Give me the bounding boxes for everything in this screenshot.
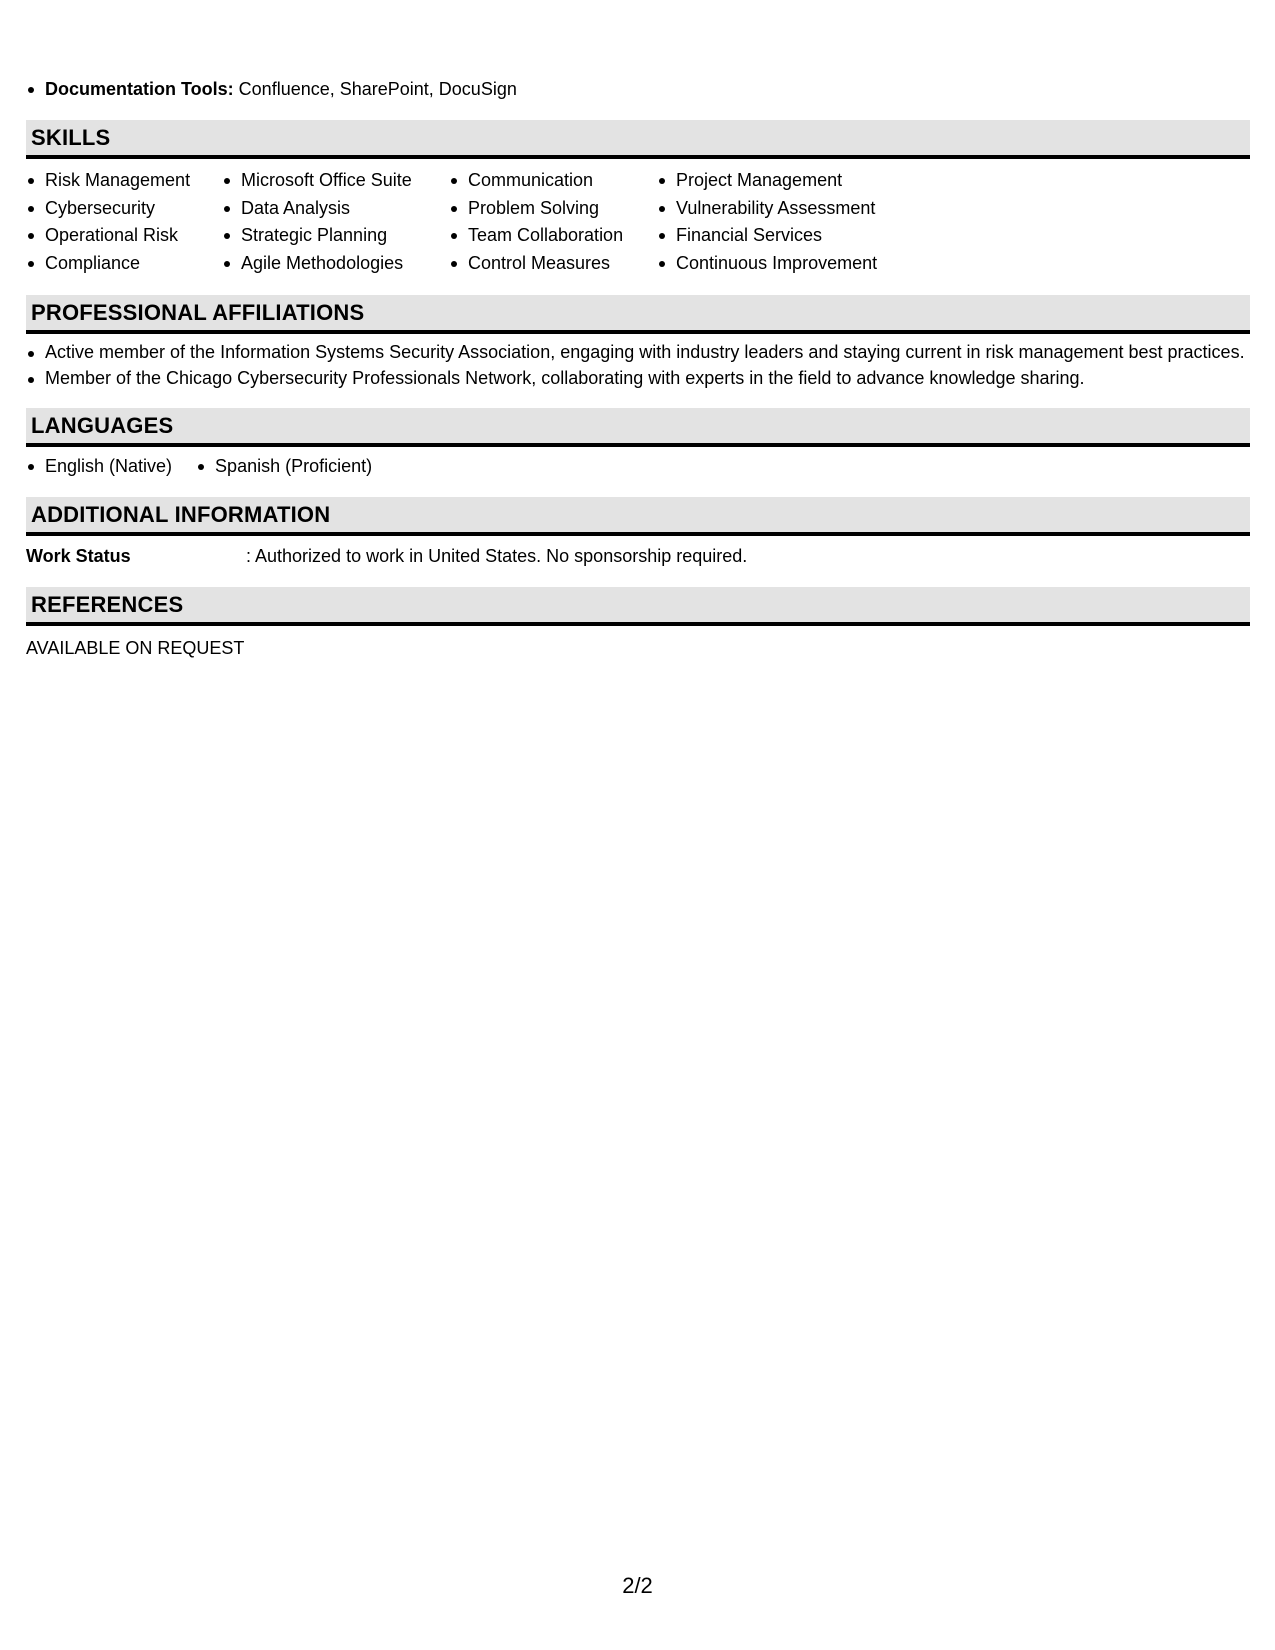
references-text: AVAILABLE ON REQUEST bbox=[26, 638, 245, 658]
language-item: English (Native) bbox=[26, 453, 172, 479]
work-status-label: Work Status bbox=[26, 546, 131, 566]
skill-item: Agile Methodologies bbox=[222, 250, 449, 278]
skill-item: Continuous Improvement bbox=[657, 250, 917, 278]
work-status-row bbox=[26, 542, 1250, 569]
affiliations-header bbox=[26, 295, 1250, 334]
skills-section bbox=[26, 120, 1250, 277]
skill-item: Compliance bbox=[26, 250, 222, 278]
tools-list bbox=[26, 76, 1250, 102]
references-header bbox=[26, 587, 1250, 626]
page-number: 2/2 bbox=[622, 1573, 653, 1598]
skill-item: Vulnerability Assessment bbox=[657, 195, 917, 223]
skill-item: Operational Risk bbox=[26, 222, 222, 250]
skill-item: Data Analysis bbox=[222, 195, 449, 223]
language-item: Spanish (Proficient) bbox=[196, 453, 372, 479]
affiliations-section bbox=[26, 295, 1250, 390]
skill-item: Control Measures bbox=[449, 250, 657, 278]
skills-title: SKILLS bbox=[31, 125, 111, 150]
skill-item: Financial Services bbox=[657, 222, 917, 250]
skill-item: Risk Management bbox=[26, 167, 222, 195]
skills-header bbox=[26, 120, 1250, 159]
documentation-tools-label: Documentation Tools: bbox=[45, 79, 234, 99]
work-status-value: : Authorized to work in United States. No sponsorship required. bbox=[246, 546, 748, 566]
skills-column bbox=[449, 167, 657, 277]
additional-info-section bbox=[26, 497, 1250, 569]
languages-list bbox=[26, 453, 1250, 479]
skill-item: Team Collaboration bbox=[449, 222, 657, 250]
affiliation-item: Member of the Chicago Cybersecurity Professionals Network, collaborating with experts in the field to advance knowledge sharing. bbox=[26, 366, 1250, 391]
references-title: REFERENCES bbox=[31, 592, 184, 617]
skill-item: Microsoft Office Suite bbox=[222, 167, 449, 195]
references-section bbox=[26, 587, 1250, 661]
documentation-tools-item bbox=[26, 76, 1250, 102]
languages-title: LANGUAGES bbox=[31, 413, 174, 438]
skill-item: Problem Solving bbox=[449, 195, 657, 223]
additional-info-title: ADDITIONAL INFORMATION bbox=[31, 502, 331, 527]
skills-column bbox=[26, 167, 222, 277]
skill-item: Strategic Planning bbox=[222, 222, 449, 250]
skill-item: Project Management bbox=[657, 167, 917, 195]
affiliations-list bbox=[26, 340, 1250, 390]
affiliation-item: Active member of the Information Systems Security Association, engaging with industry leaders and staying current in risk management best practices. bbox=[26, 340, 1250, 365]
documentation-tools-value: Confluence, SharePoint, DocuSign bbox=[233, 79, 517, 99]
skills-grid bbox=[26, 165, 1250, 277]
languages-header bbox=[26, 408, 1250, 447]
skill-item: Communication bbox=[449, 167, 657, 195]
resume-page bbox=[26, 76, 1250, 679]
affiliations-title: PROFESSIONAL AFFILIATIONS bbox=[31, 300, 365, 325]
languages-section bbox=[26, 408, 1250, 479]
skills-column bbox=[222, 167, 449, 277]
skill-item: Cybersecurity bbox=[26, 195, 222, 223]
additional-info-header bbox=[26, 497, 1250, 536]
skills-column bbox=[657, 167, 917, 277]
